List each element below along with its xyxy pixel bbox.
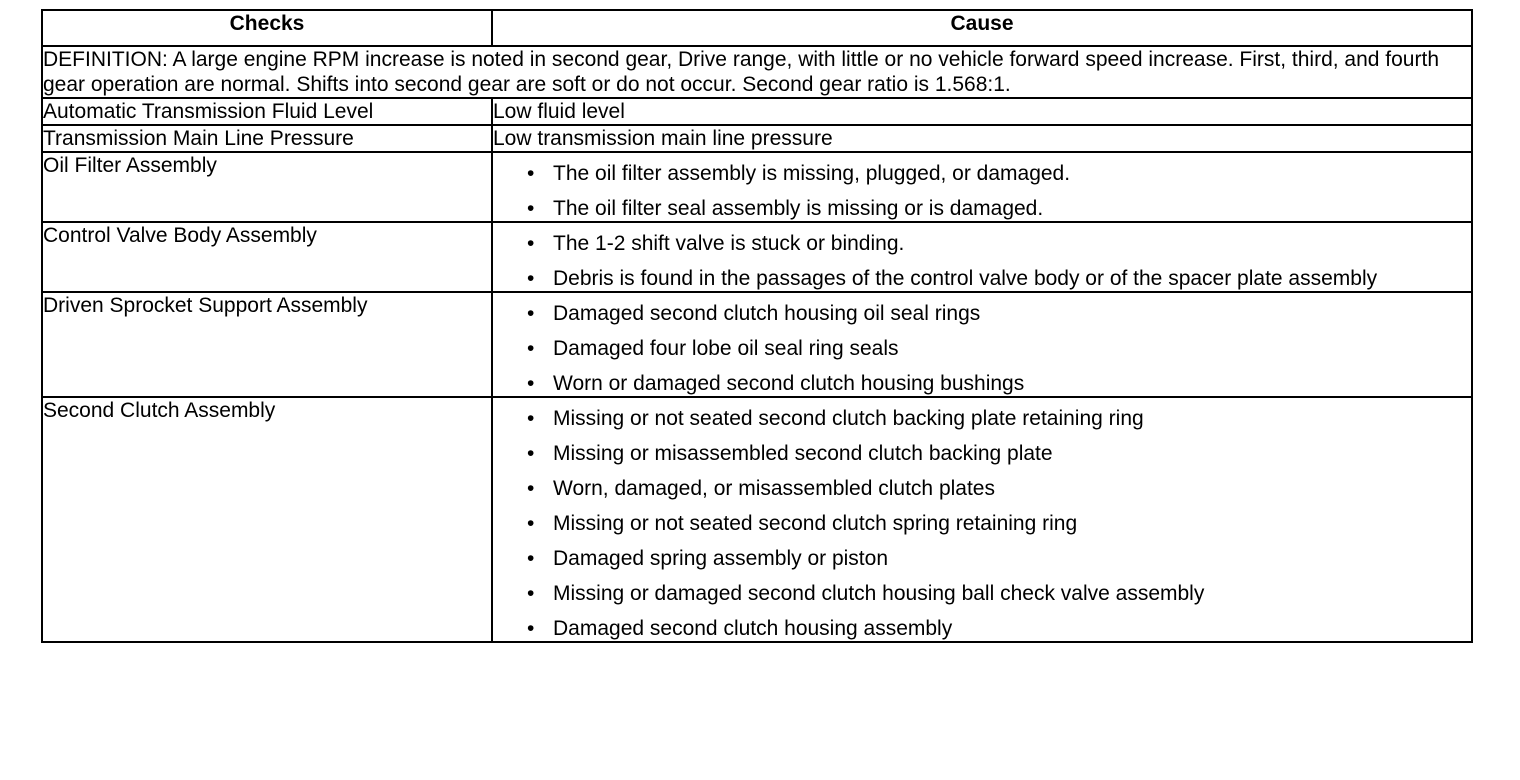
cause-item: • Worn or damaged second clutch housing bushings (505, 371, 1471, 396)
cause-item: • Missing or not seated second clutch backing plate retaining ring (505, 406, 1471, 431)
cause-item: • The oil filter assembly is missing, plugged, or damaged. (505, 161, 1471, 186)
cause-cell: Low transmission main line pressure (492, 125, 1472, 152)
cause-item: • Missing or not seated second clutch spring retaining ring (505, 511, 1471, 536)
check-cell: Oil Filter Assembly (42, 152, 492, 222)
check-cell: Control Valve Body Assembly (42, 222, 492, 292)
table-row (42, 152, 1472, 222)
table-row (42, 98, 1472, 125)
definition-text: DEFINITION: A large engine RPM increase is noted in second gear, Drive range, with little or no vehicle forward speed increase. First, third, and fourth gear operation are normal. Shifts into second gear are soft or do not occur. Second gear ratio is 1.568:1. (42, 46, 1472, 98)
cause-item: • Damaged spring assembly or piston (505, 546, 1471, 571)
cause-item: • Damaged four lobe oil seal ring seals (505, 336, 1471, 361)
check-cell: Driven Sprocket Support Assembly (42, 292, 492, 397)
cause-item: • Missing or misassembled second clutch backing plate (505, 441, 1471, 466)
cause-item: • Damaged second clutch housing oil seal rings (505, 301, 1471, 326)
cause-item: • Damaged second clutch housing assembly (505, 616, 1471, 641)
cause-list (505, 231, 1471, 291)
check-cell: Automatic Transmission Fluid Level (42, 98, 492, 125)
cause-item: • The 1-2 shift valve is stuck or binding. (505, 231, 1471, 256)
cause-cell (492, 397, 1472, 642)
cause-item: • Worn, damaged, or misassembled clutch plates (505, 476, 1471, 501)
table-row (42, 222, 1472, 292)
table-row (42, 292, 1472, 397)
check-cell: Transmission Main Line Pressure (42, 125, 492, 152)
check-cell: Second Clutch Assembly (42, 397, 492, 642)
cause-cell (492, 292, 1472, 397)
cause-header: Cause (492, 10, 1472, 46)
definition-row (42, 46, 1472, 98)
cause-item: • Missing or damaged second clutch housing ball check valve assembly (505, 581, 1471, 606)
cause-list (505, 406, 1471, 641)
cause-list (505, 301, 1471, 396)
table-row (42, 125, 1472, 152)
cause-list (505, 161, 1471, 221)
cause-item: • The oil filter seal assembly is missing or is damaged. (505, 196, 1471, 221)
cause-item: • Debris is found in the passages of the control valve body or of the spacer plate assembly (505, 266, 1471, 291)
cause-cell: Low fluid level (492, 98, 1472, 125)
table-row (42, 397, 1472, 642)
checks-header: Checks (42, 10, 492, 46)
diagnostic-table (41, 9, 1473, 643)
cause-cell (492, 222, 1472, 292)
cause-cell (492, 152, 1472, 222)
header-row (42, 10, 1472, 46)
